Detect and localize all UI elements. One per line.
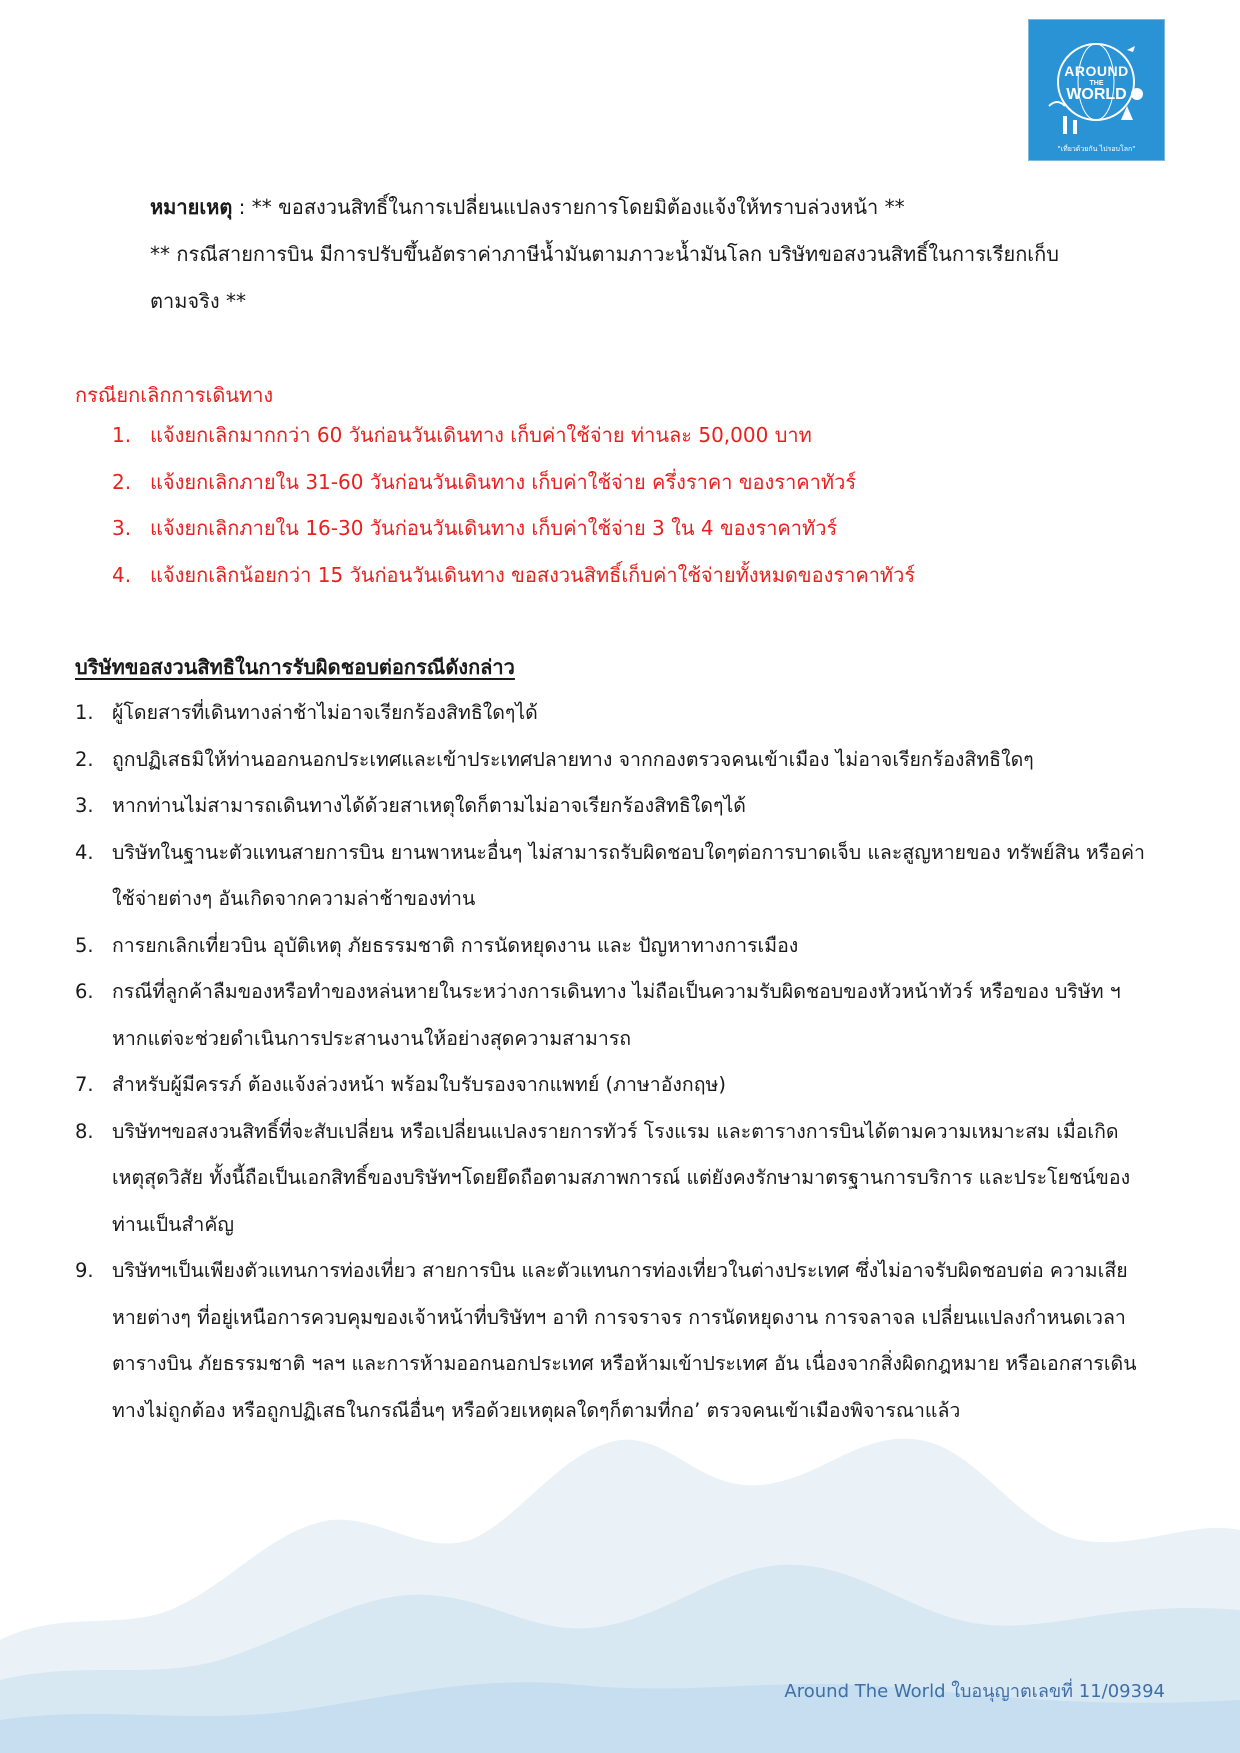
logo-text-world: WORLD — [1066, 86, 1127, 103]
company-logo — [1029, 20, 1164, 160]
logo-text-around: AROUND — [1064, 63, 1129, 79]
list-item: 1. แจ้งยกเลิกมากกว่า 60 วันก่อนวันเดินทาง เก็บค่าใช้จ่าย ท่านละ 50,000 บาท — [112, 423, 812, 447]
note-section — [150, 184, 1150, 325]
list-item: 4. แจ้งยกเลิกน้อยกว่า 15 วันก่อนวันเดินทาง ขอสงวนสิทธิ์เก็บค่าใช้จ่ายทั้งหมดของราคาทัวร์ — [112, 562, 916, 587]
list-item: 7. สำหรับผู้มีครรภ์ ต้องแจ้งล่วงหน้า พร้อมใบรับรองจากแพทย์ (ภาษาอังกฤษ) — [75, 1073, 727, 1096]
list-item: 6. กรณีที่ลูกค้าลืมของหรือทำของหล่นหายในระหว่างการเดินทาง ไม่ถือเป็นความรับผิดชอบของหัวหน้าทัวร์ หรือของ บริษัท ฯ หากแต่จะช่วยดำเนินการประสานงานให้อย่างสุดความสามารถ — [75, 980, 1121, 1050]
footer-license: Around The World ใบอนุญาตเลขที่ 11/09394 — [784, 1681, 1165, 1702]
note-label: หมายเหตุ — [150, 195, 233, 219]
cancellation-list — [0, 412, 915, 598]
note-line-3: ตามจริง ** — [150, 289, 246, 313]
list-item: 4. บริษัทในฐานะตัวแทนสายการบิน ยานพาหนะอื่นๆ ไม่สามารถรับผิดชอบใดๆต่อการบาดเจ็บ และสูญหายของ ทรัพย์สิน หรือค่าใช้จ่ายต่างๆ อันเกิดจากความล่าช้าของท่าน — [75, 840, 1145, 910]
list-item: 2. แจ้งยกเลิกภายใน 31-60 วันก่อนวันเดินทาง เก็บค่าใช้จ่าย ครึ่งราคา ของราคาทัวร์ — [112, 469, 857, 494]
list-item: 3. หากท่านไม่สามารถเดินทางได้ด้วยสาเหตุใดก็ตามไม่อาจเรียกร้องสิทธิใดๆได้ — [75, 794, 746, 817]
logo-tagline: "เที่ยวด้วยกัน ไปรอบโลก" — [1057, 145, 1136, 153]
list-item: 9. บริษัทฯเป็นเพียงตัวแทนการท่องเที่ยว สายการบิน และตัวแทนการท่องเที่ยวในต่างประเทศ ซึ่งไม่อาจรับผิดชอบต่อ ความเสียหายต่างๆ ที่อยู่เหนือการควบคุมของเจ้าหน้าที่บริษัทฯ อาทิ การจราจร การนัดหยุดงาน การจลาจล เปลี่ยนแปลงกำหนดเวลาตารางบิน ภัยธรรมชาติ ฯลฯ และการห้ามออกนอกประเทศ หรือห้ามเข้าประเทศ อัน เนื่องจากสิ่งผิดกฎหมาย หรือเอกสารเดินทางไม่ถูกต้อง หรือถูกปฏิเสธในกรณีอื่นๆ หรือด้วยเหตุผลใดๆก็ตามที่กอ’ ตรวจคนเข้าเมืองพิจารณาแล้ว — [75, 1259, 1137, 1422]
list-item: 2. ถูกปฏิเสธมิให้ท่านออกนอกประเทศและเข้าประเทศปลายทาง จากกองตรวจคนเข้าเมือง ไม่อาจเรียกร้องสิทธิใดๆ — [75, 747, 1034, 771]
logo-text-the: THE — [1089, 80, 1104, 87]
note-line-2: ** กรณีสายการบิน มีการปรับขึ้นอัตราค่าภาษีน้ำมันตามภาวะน้ำมันโลก บริษัทขอสงวนสิทธิ์ในการเรียกเก็บ — [150, 242, 1059, 266]
list-item: 8. บริษัทฯขอสงวนสิทธิ์ที่จะสับเปลี่ยน หรือเปลี่ยนแปลงรายการทัวร์ โรงแรม และตารางการบินได้ตามความเหมาะสม เมื่อเกิดเหตุสุดวิสัย ทั้งนี้ถือเป็นเอกสิทธิ์ของบริษัทฯโดยยึดถือตามสภาพการณ์ แต่ยังคงรักษามาตรฐานการบริการ และประโยชน์ของท่านเป็นสำคัญ — [75, 1119, 1131, 1236]
list-item: 3. แจ้งยกเลิกภายใน 16-30 วันก่อนวันเดินทาง เก็บค่าใช้จ่าย 3 ใน 4 ของราคาทัวร์ — [112, 516, 838, 540]
cancellation-title: กรณียกเลิกการเดินทาง — [75, 383, 274, 407]
responsibility-list — [0, 690, 1162, 1434]
note-line-1: หมายเหตุ : ** ขอสงวนสิทธิ์ในการเปลี่ยนแปลงรายการโดยมิต้องแจ้งให้ทราบล่วงหน้า ** — [150, 195, 905, 219]
responsibility-title: บริษัทขอสงวนสิทธิในการรับผิดชอบต่อกรณีดังกล่าว — [75, 655, 515, 679]
list-item: 1. ผู้โดยสารที่เดินทางล่าช้าไม่อาจเรียกร้องสิทธิใดๆได้ — [75, 701, 538, 724]
list-item: 5. การยกเลิกเที่ยวบิน อุบัติเหตุ ภัยธรรมชาติ การนัดหยุดงาน และ ปัญหาทางการเมือง — [75, 933, 799, 957]
